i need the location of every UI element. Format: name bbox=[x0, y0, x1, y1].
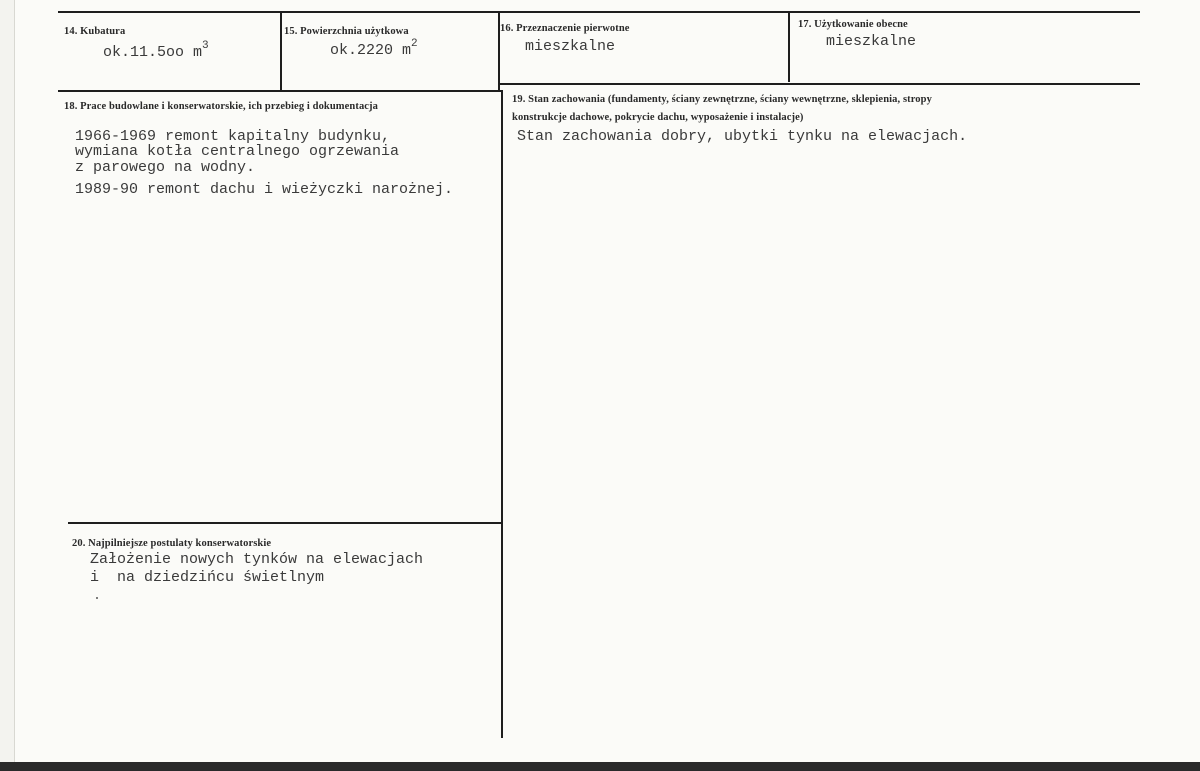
field-18-line-2: wymiana kotła centralnego ogrzewania bbox=[75, 143, 400, 160]
stray-ink-mark bbox=[96, 597, 98, 599]
field-20-line-1: Założenie nowych tynków na elewacjach bbox=[90, 551, 424, 568]
card-bottom-edge bbox=[0, 762, 1200, 771]
field-19-label-line-2: konstrukcje dachowe, pokrycie dachu, wyposażenie i instalacje) bbox=[512, 112, 804, 123]
field-18-line-1: 1966-1969 remont kapitalny budynku, bbox=[75, 128, 391, 145]
rule-under-row1-right bbox=[500, 83, 1140, 85]
field-19-label-line-1: 19. Stan zachowania (fundamenty, ściany zewnętrzne, ściany wewnętrzne, sklepienia, stropy bbox=[512, 94, 932, 105]
field-14-text: ok.11.5oo m bbox=[103, 44, 203, 61]
field-18-line-3: z parowego na wodny. bbox=[75, 159, 256, 176]
divider-14-15 bbox=[280, 12, 282, 90]
card-left-edge bbox=[0, 0, 15, 771]
field-20-line-2: i na dziedzińcu świetlnym bbox=[90, 569, 325, 586]
field-18-label: 18. Prace budowlane i konserwatorskie, ich przebieg i dokumentacja bbox=[64, 101, 379, 112]
field-17-value: mieszkalne bbox=[826, 33, 917, 50]
divider-16-17 bbox=[788, 12, 790, 82]
field-15-text: ok.2220 m bbox=[330, 42, 412, 59]
field-16-label: 16. Przeznaczenie pierwotne bbox=[500, 23, 630, 34]
field-14-exponent: 3 bbox=[202, 40, 209, 52]
field-17-label: 17. Użytkowanie obecne bbox=[798, 19, 908, 30]
field-14-value bbox=[103, 40, 209, 62]
field-16-value: mieszkalne bbox=[525, 38, 616, 55]
field-15-exponent: 2 bbox=[411, 38, 418, 50]
field-18-line-4: 1989-90 remont dachu i wieżyczki narożnej. bbox=[75, 181, 454, 198]
field-15-value bbox=[330, 38, 418, 60]
field-20-label: 20. Najpilniejsze postulaty konserwatorskie bbox=[72, 538, 272, 549]
field-19-value: Stan zachowania dobry, ubytki tynku na elewacjach. bbox=[517, 128, 968, 145]
main-vertical-divider bbox=[501, 90, 503, 738]
field-15-label: 15. Powierzchnia użytkowa bbox=[284, 26, 409, 37]
field-14-label: 14. Kubatura bbox=[64, 26, 126, 37]
top-rule bbox=[58, 11, 1140, 13]
rule-above-20 bbox=[68, 522, 501, 524]
rule-under-row1-left bbox=[58, 90, 501, 92]
